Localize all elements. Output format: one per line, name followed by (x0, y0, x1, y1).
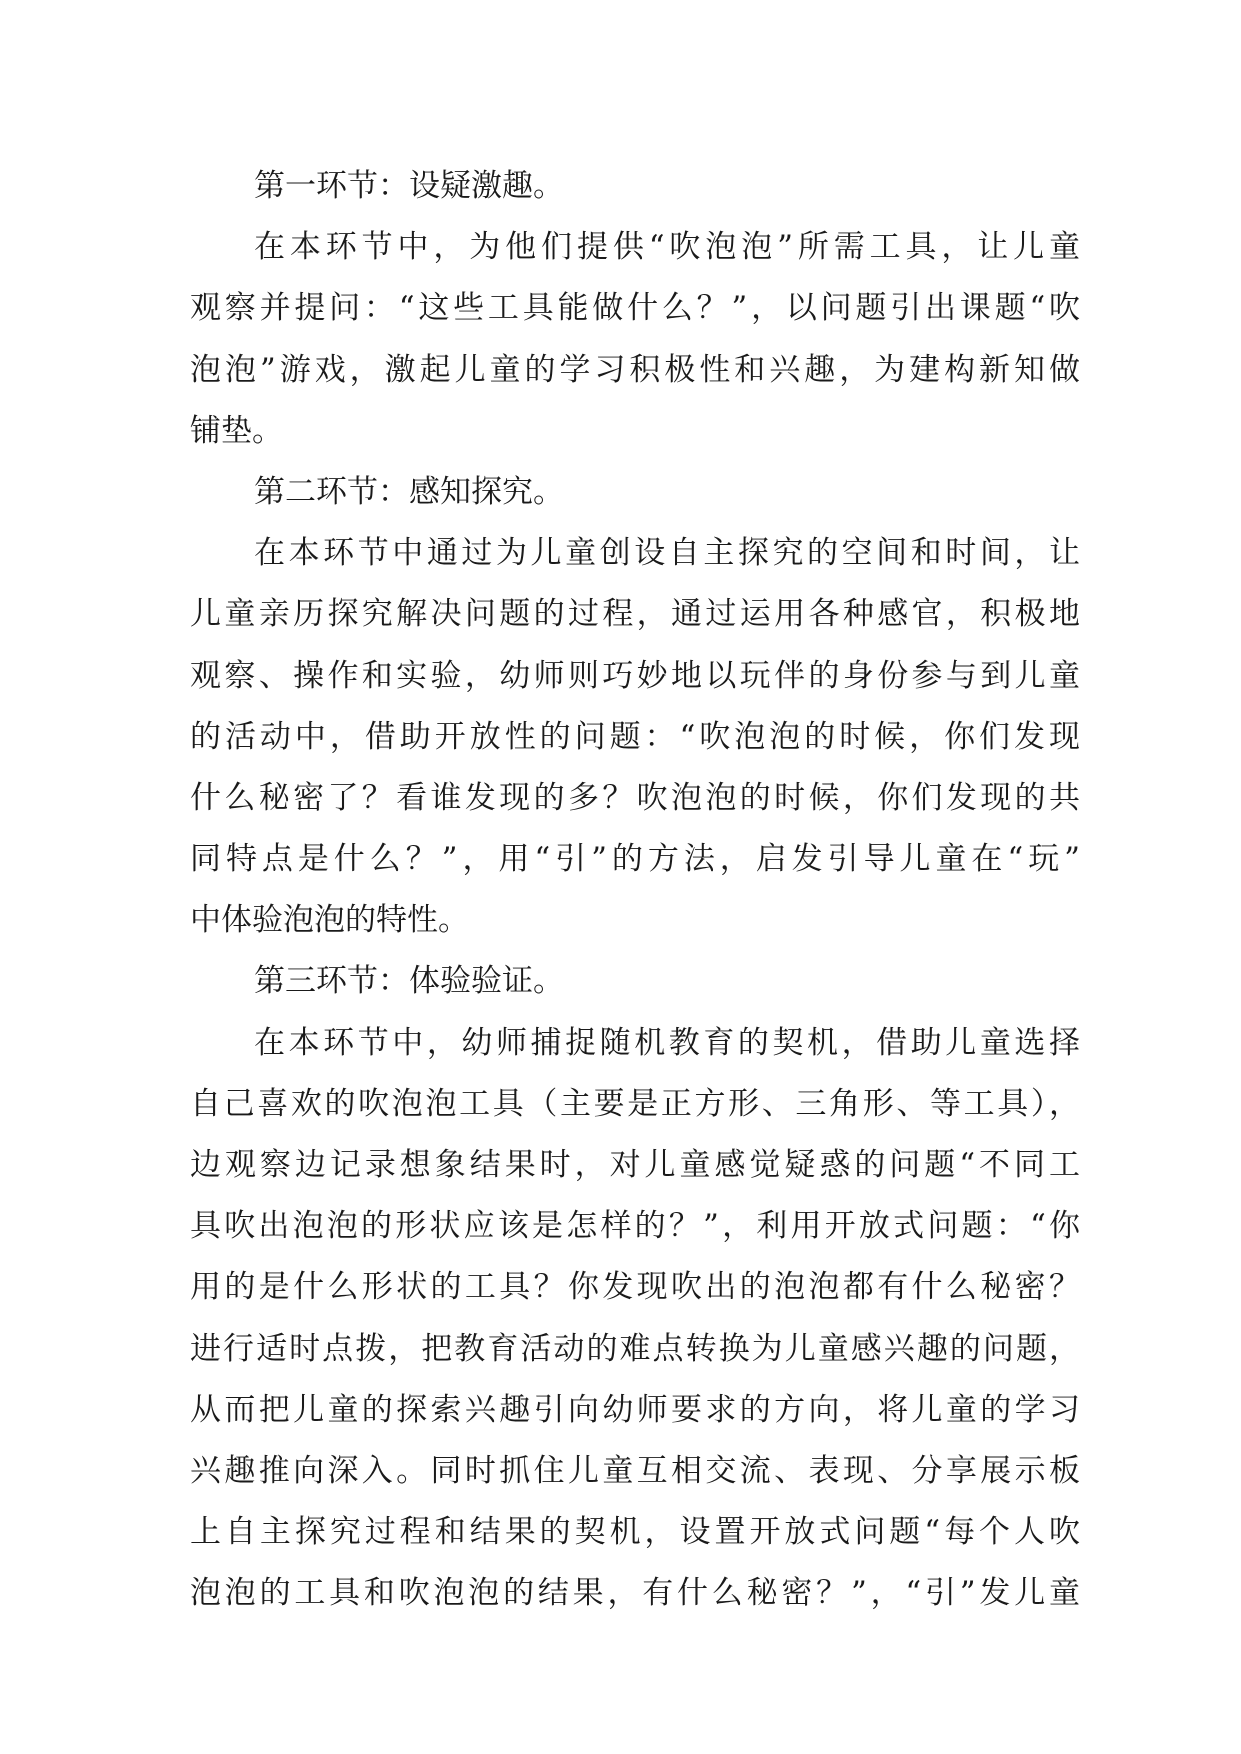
paragraph-line: 什么秘密了？看谁发现的多？吹泡泡的时候，你们发现的共 (190, 779, 1080, 816)
paragraph-line: 从而把儿童的探索兴趣引向幼师要求的方向，将儿童的学习 (190, 1391, 1080, 1428)
paragraph-line: 泡泡的工具和吹泡泡的结果，有什么秘密？”，“引”发儿童 (190, 1575, 1080, 1612)
paragraph-line: 观察并提问：“这些工具能做什么？”，以问题引出课题“吹 (190, 290, 1080, 327)
paragraph-line: 中体验泡泡的特性。 (190, 902, 469, 939)
section-heading: 第一环节：设疑激趣。 (254, 168, 564, 204)
paragraph-line: 铺垫。 (190, 412, 283, 449)
paragraph-line: 在本环节中，幼师捕捉随机教育的契机，借助儿童选择 (254, 1024, 1080, 1061)
paragraph-line: 用的是什么形状的工具？你发现吹出的泡泡都有什么秘密？ (190, 1269, 1080, 1306)
paragraph-line: 自己喜欢的吹泡泡工具（主要是正方形、三角形、等工具）， (190, 1085, 1080, 1122)
paragraph-line: 的活动中，借助开放性的问题：“吹泡泡的时候，你们发现 (190, 718, 1080, 755)
section-heading: 第二环节：感知探究。 (254, 473, 564, 510)
paragraph-line: 观察、操作和实验，幼师则巧妙地以玩伴的身份参与到儿童 (190, 657, 1080, 694)
section-heading: 第三环节：体验验证。 (254, 963, 564, 1000)
document-body (190, 156, 1080, 1625)
paragraph-line: 在本环节中通过为儿童创设自主探究的空间和时间，让 (254, 535, 1080, 572)
paragraph-line: 具吹出泡泡的形状应该是怎样的？”，利用开放式问题：“你 (190, 1208, 1080, 1245)
paragraph-line: 在本环节中，为他们提供“吹泡泡”所需工具，让儿童 (254, 229, 1080, 266)
paragraph-line: 同特点是什么？”，用“引”的方法，启发引导儿童在“玩” (190, 841, 1080, 878)
paragraph-line: 泡泡”游戏，激起儿童的学习积极性和兴趣，为建构新知做 (190, 351, 1080, 388)
paragraph-line: 边观察边记录想象结果时，对儿童感觉疑惑的问题“不同工 (190, 1147, 1080, 1183)
paragraph-line: 兴趣推向深入。同时抓住儿童互相交流、表现、分享展示板 (190, 1452, 1080, 1489)
paragraph-line: 进行适时点拨，把教育活动的难点转换为儿童感兴趣的问题， (190, 1330, 1080, 1367)
paragraph-line: 儿童亲历探究解决问题的过程，通过运用各种感官，积极地 (190, 596, 1080, 633)
paragraph-line: 上自主探究过程和结果的契机，设置开放式问题“每个人吹 (190, 1514, 1080, 1551)
